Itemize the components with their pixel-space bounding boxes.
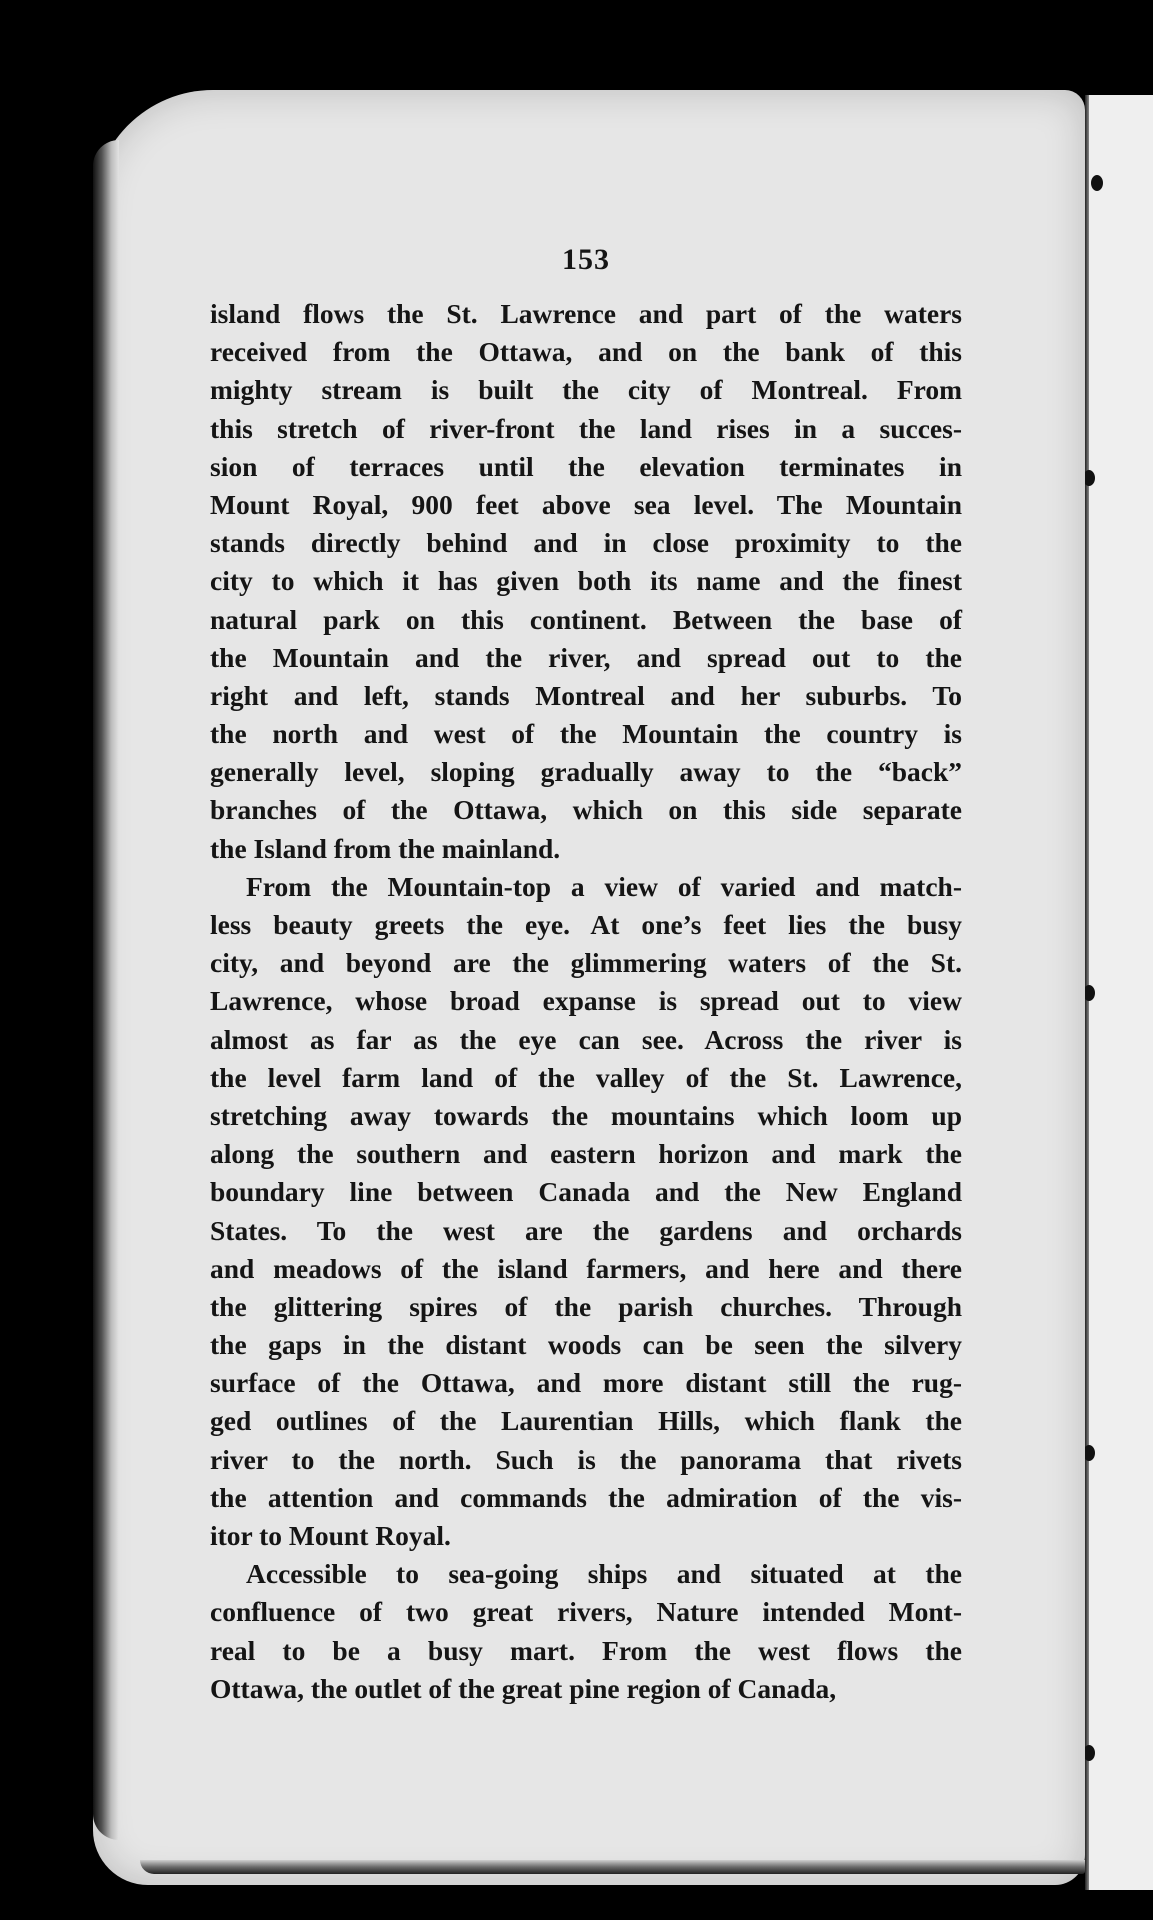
text-line: From the Mountain-top a view of varied and match- (246, 870, 962, 902)
text-line: river to the north. Such is the panorama that rivets (210, 1443, 962, 1475)
paragraph (210, 295, 962, 868)
text-line: the Island from the mainland. (210, 832, 561, 864)
text-line: less beauty greets the eye. At one’s feet lies the busy (210, 909, 962, 940)
page-fold-shadow (93, 140, 119, 1840)
text-line: city to which it has given both its name and the finest (210, 565, 962, 597)
page-bottom-edge (140, 1860, 1085, 1874)
text-line: itor to Mount Royal. (210, 1520, 451, 1551)
text-line: branches of the Ottawa, which on this side separate (210, 794, 962, 826)
text-line: natural park on this continent. Between the base of (210, 603, 962, 635)
text-line: real to be a busy mart. From the west flows the (210, 1634, 962, 1666)
text-line: Accessible to sea-going ships and situated at the (246, 1558, 962, 1590)
text-line: Lawrence, whose broad expanse is spread out to view (210, 985, 962, 1017)
text-line: the Mountain and the river, and spread out to the (210, 641, 962, 673)
text-line: almost as far as the eye can see. Across the river is (210, 1023, 962, 1055)
text-line: mighty stream is built the city of Montreal. From (210, 374, 962, 406)
text-line: stands directly behind and in close proximity to the (210, 527, 962, 559)
page-number: 153 (562, 243, 610, 276)
text-line: right and left, stands Montreal and her suburbs. To (210, 679, 962, 711)
text-line: the attention and commands the admiration of the vis- (210, 1481, 962, 1513)
text-line: city, and beyond are the glimmering waters of the St. (210, 947, 962, 979)
text-line: and meadows of the island farmers, and here and there (210, 1252, 962, 1284)
text-line: surface of the Ottawa, and more distant still the rug- (210, 1367, 962, 1399)
text-line: ged outlines of the Laurentian Hills, which flank the (210, 1405, 962, 1437)
text-line: island flows the St. Lawrence and part of the waters (210, 298, 962, 329)
text-line: the glittering spires of the parish churches. Through (210, 1290, 962, 1322)
text-line: the level farm land of the valley of the St. Lawrence, (210, 1061, 962, 1093)
paragraph (210, 1555, 962, 1708)
text-line: Mount Royal, 900 feet above sea level. The Mountain (210, 488, 962, 520)
text-line: generally level, sloping gradually away to the “back” (210, 756, 962, 788)
text-line: received from the Ottawa, and on the bank of this (210, 336, 962, 368)
text-line: stretching away towards the mountains which loom up (210, 1099, 962, 1131)
page-text-block (210, 243, 962, 1708)
body-text (210, 295, 962, 1708)
text-line: the gaps in the distant woods can be seen the silvery (210, 1329, 962, 1361)
text-line: this stretch of river-front the land rises in a succes- (210, 412, 962, 444)
text-line: Ottawa, the outlet of the great pine region of Canada, (210, 1672, 837, 1704)
text-line: States. To the west are the gardens and orchards (210, 1214, 962, 1246)
text-line: along the southern and eastern horizon and mark the (210, 1138, 962, 1170)
text-line: the north and west of the Mountain the country is (210, 718, 962, 750)
binding-hole-mark (1091, 175, 1103, 191)
paragraph (210, 868, 962, 1555)
text-line: sion of terraces until the elevation terminates in (210, 450, 962, 482)
text-line: confluence of two great rivers, Nature intended Mont- (210, 1596, 962, 1628)
facing-page-edge (1085, 95, 1153, 1890)
text-line: boundary line between Canada and the New England (210, 1176, 962, 1208)
